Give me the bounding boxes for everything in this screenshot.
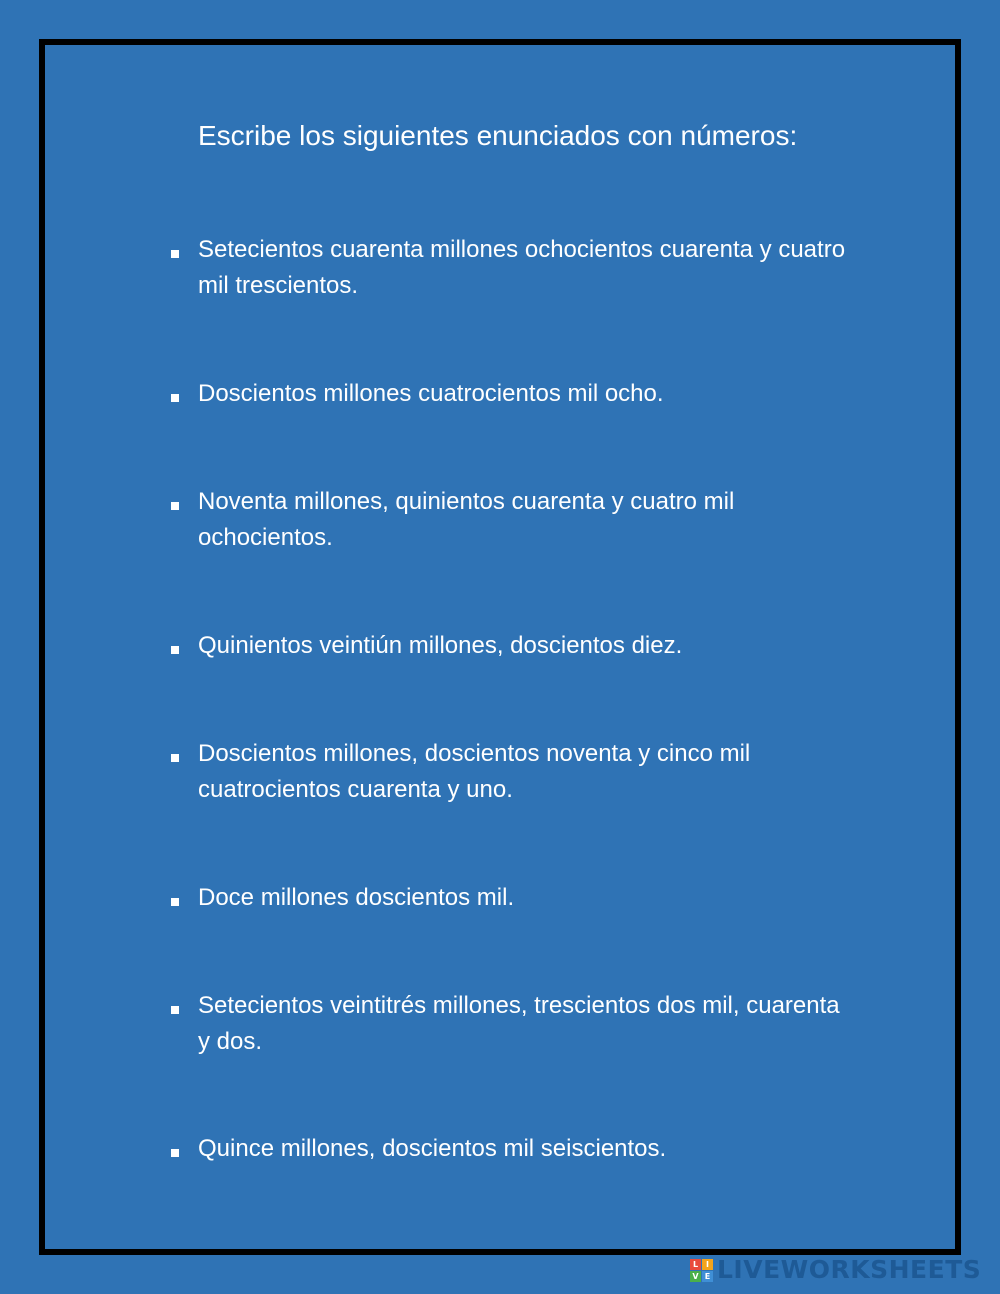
list-item-text: Setecientos cuarenta millones ochocientos cuarenta y cuatro mil trescientos. [198,236,846,299]
brand-name: LIVEWORKSHEETS [717,1255,982,1284]
liveworksheets-logo-icon [690,1259,713,1282]
list-item-text: Setecientos veintitrés millones, trescientos dos mil, cuarenta y dos. [198,992,840,1055]
square-bullet-icon [171,502,179,510]
square-bullet-icon [171,1149,179,1157]
list-item [167,884,847,916]
list-item-text: Noventa millones, quinientos cuarenta y cuatro mil ochocientos. [198,488,735,551]
list-item [167,992,847,1060]
list-item-text: Quinientos veintiún millones, doscientos diez. [198,632,683,659]
list-item [167,740,847,808]
square-bullet-icon [171,250,179,258]
list-item [167,1135,847,1167]
list-item-text: Doce millones doscientos mil. [198,884,515,911]
logo-letter-i: I [702,1259,713,1270]
square-bullet-icon [171,754,179,762]
list-item-text: Quince millones, doscientos mil seiscientos. [198,1135,667,1162]
list-item [167,632,847,664]
square-bullet-icon [171,1006,179,1014]
worksheet-title: Escribe los siguientes enunciados con números: [198,120,798,151]
logo-letter-e: E [702,1271,713,1282]
logo-letter-l: L [690,1259,701,1270]
square-bullet-icon [171,394,179,402]
square-bullet-icon [171,898,179,906]
square-bullet-icon [171,646,179,654]
list-item [167,380,847,412]
list-item [167,488,847,556]
list-item-text: Doscientos millones cuatrocientos mil ocho. [198,380,664,407]
logo-letter-v: V [690,1271,701,1282]
list-item [167,236,847,304]
list-item-text: Doscientos millones, doscientos noventa y cinco mil cuatrocientos cuarenta y uno. [198,740,751,803]
liveworksheets-logo[interactable] [690,1256,981,1284]
